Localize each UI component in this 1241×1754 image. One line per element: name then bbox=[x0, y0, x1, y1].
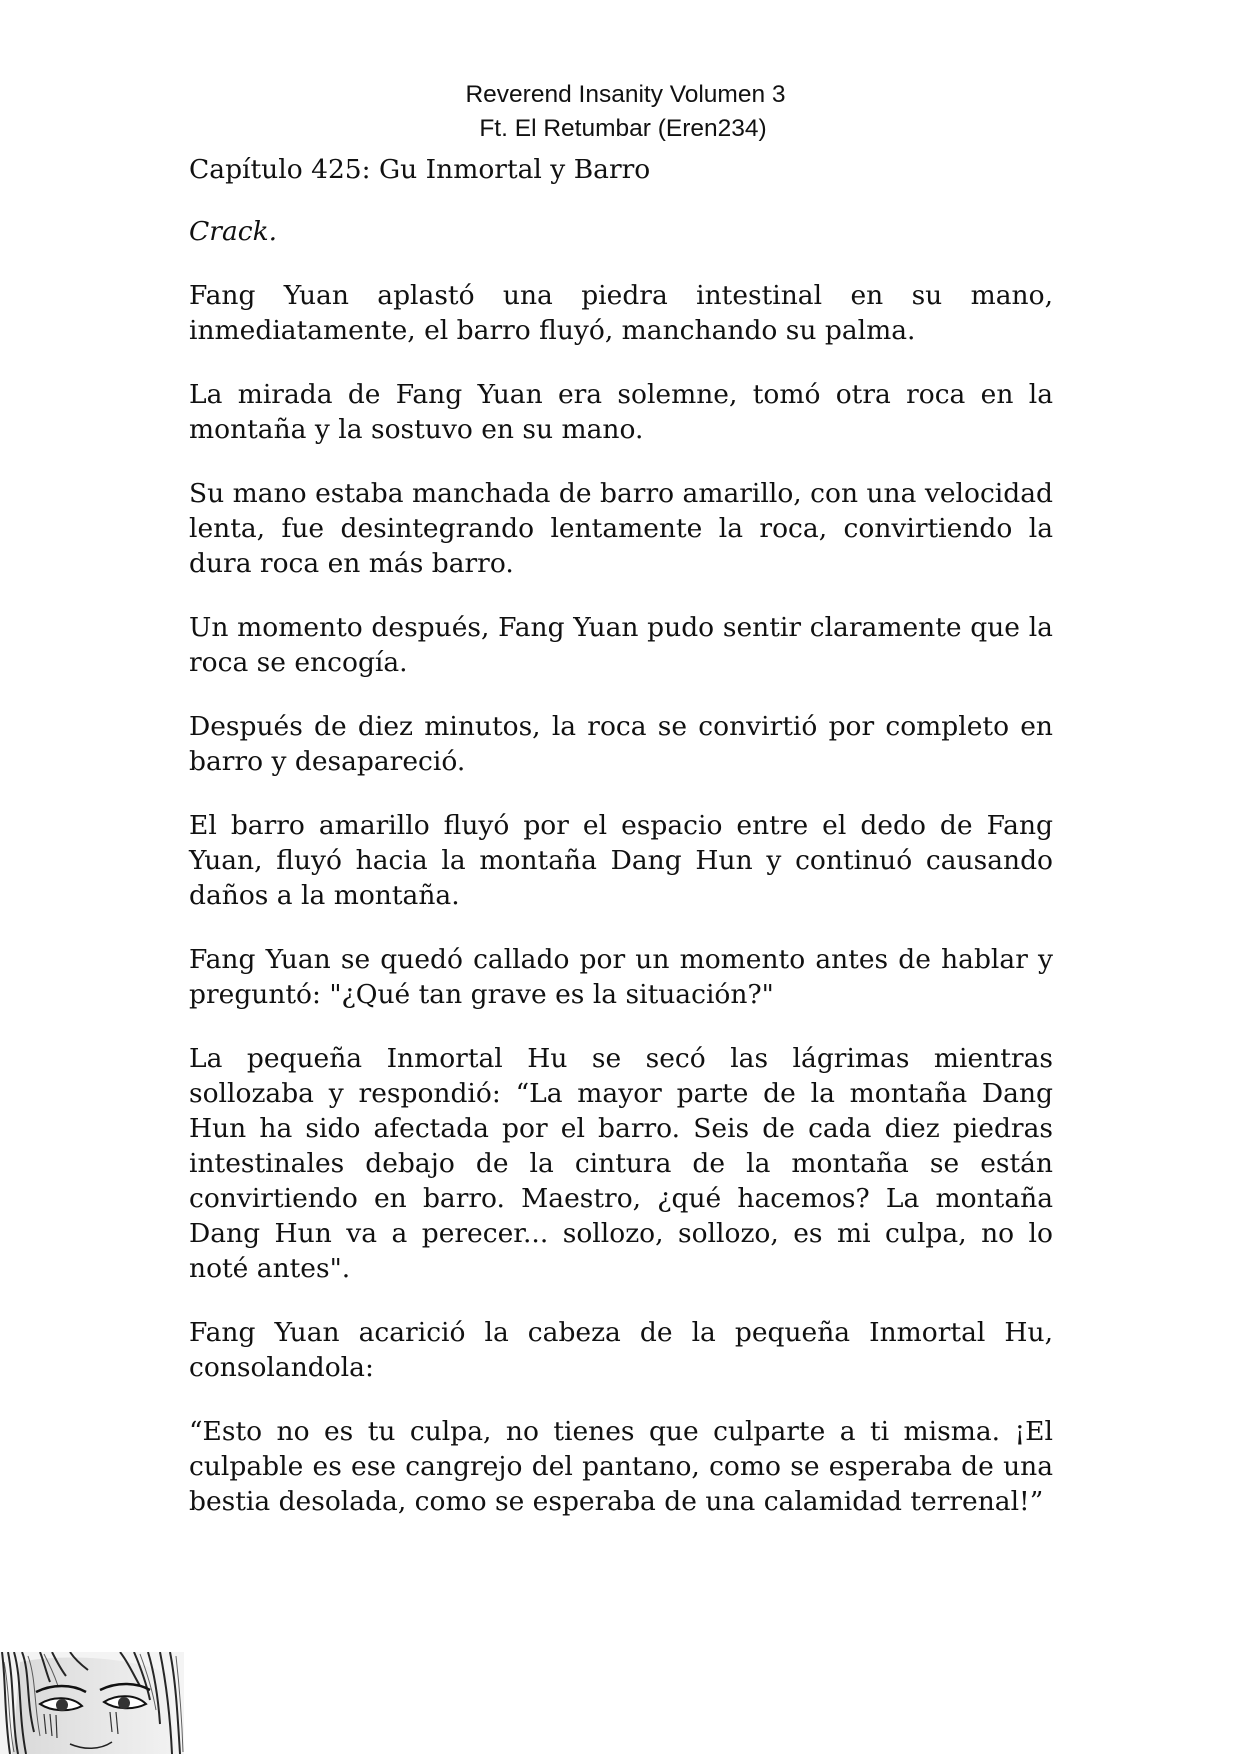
paragraph: Un momento después, Fang Yuan pudo sentir claramente que la roca se encogía. bbox=[189, 612, 1053, 678]
paragraph: Fang Yuan aplastó una piedra intestinal en su mano, inmediatamente, el barro fluyó, manchando su palma. bbox=[189, 280, 1053, 346]
paragraph: Su mano estaba manchada de barro amarillo, con una velocidad lenta, fue desintegrando lentamente la roca, convirtiendo la dura roca en más barro. bbox=[189, 478, 1053, 579]
paragraph: El barro amarillo fluyó por el espacio entre el dedo de Fang Yuan, fluyó hacia la montaña Dang Hun y continuó causando daños a la montaña. bbox=[189, 810, 1053, 911]
paragraph: Fang Yuan acarició la cabeza de la pequeña Inmortal Hu, consolandola: bbox=[189, 1317, 1053, 1383]
paragraph: Fang Yuan se quedó callado por un momento antes de hablar y preguntó: "¿Qué tan grave es la situación?" bbox=[189, 944, 1053, 1010]
header-title: Reverend Insanity Volumen 3 bbox=[465, 81, 786, 108]
paragraph: La pequeña Inmortal Hu se secó las lágrimas mientras sollozaba y respondió: “La mayor parte de la montaña Dang Hun ha sido afectada por el barro. Seis de cada diez piedras intestinales debajo de la cintura de la montaña se están convirtiendo en barro. Maestro, ¿qué hacemos? La montaña Dang Hun va a perecer... sollozo, sollozo, es mi culpa, no lo noté antes". bbox=[189, 1043, 1053, 1284]
paragraph: La mirada de Fang Yuan era solemne, tomó otra roca en la montaña y la sostuvo en su mano. bbox=[189, 379, 1053, 445]
paragraph: “Esto no es tu culpa, no tienes que culparte a ti misma. ¡El culpable es ese cangrejo del pantano, como se esperaba de una bestia desolada, como se esperaba de una calamidad terrenal!” bbox=[189, 1416, 1053, 1517]
paragraph: Crack. bbox=[189, 216, 278, 247]
character-portrait-image bbox=[0, 1652, 184, 1754]
page-header bbox=[0, 78, 1241, 146]
paragraph: Después de diez minutos, la roca se convirtió por completo en barro y desapareció. bbox=[189, 711, 1053, 777]
chapter-body bbox=[189, 152, 1053, 1548]
header-credit: Ft. El Retumbar (Eren234) bbox=[479, 115, 767, 142]
chapter-title: Capítulo 425: Gu Inmortal y Barro bbox=[189, 154, 651, 185]
